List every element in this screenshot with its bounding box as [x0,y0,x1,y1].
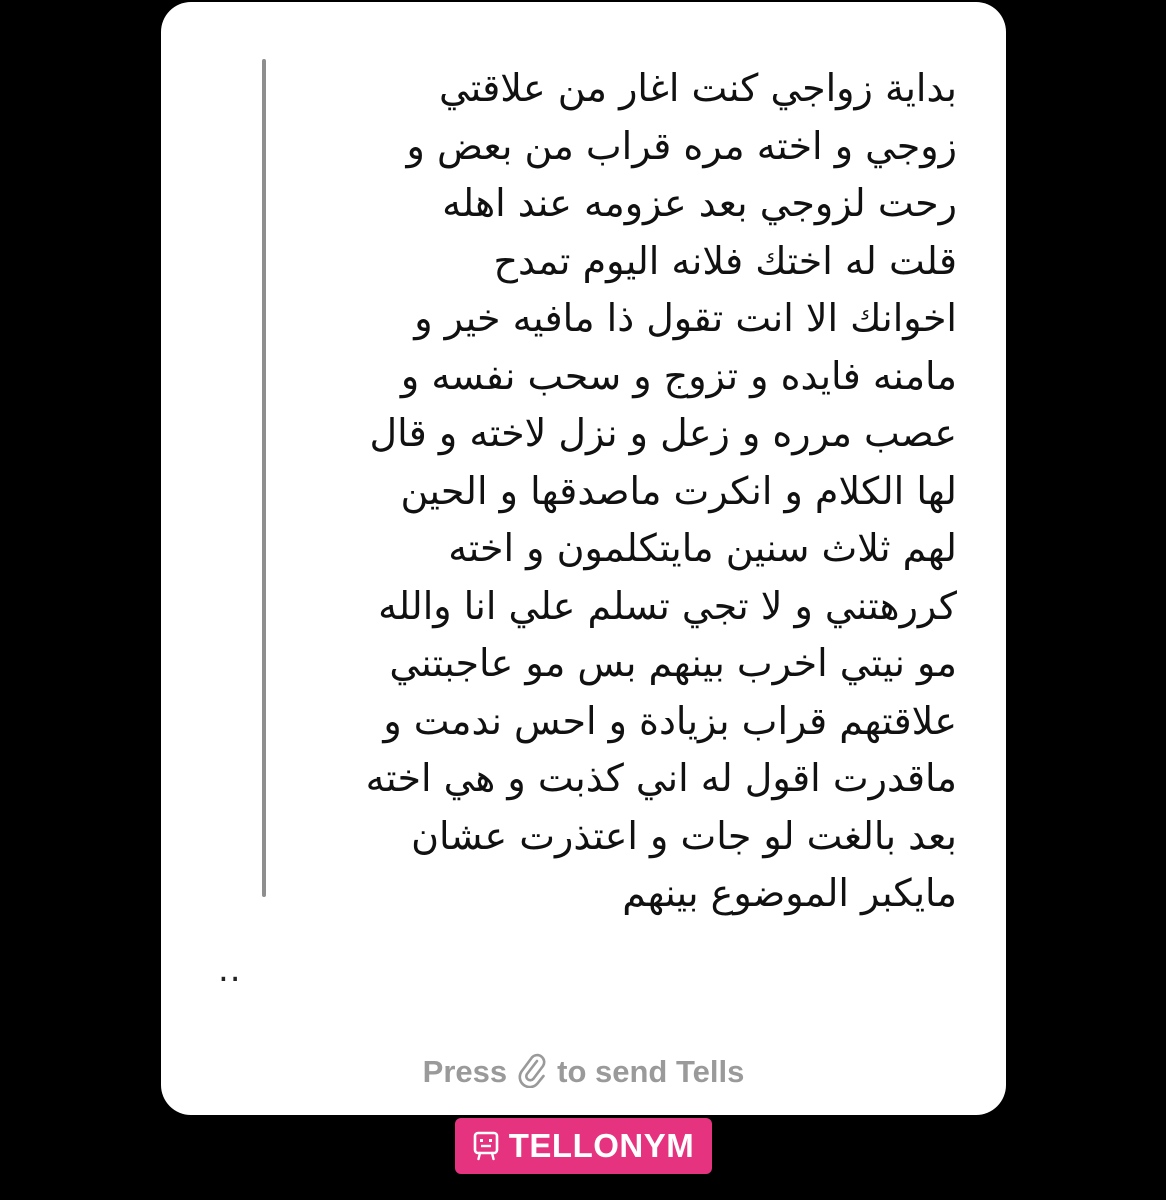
message-line: مامنه فايده و تزوج و سحب نفسه و [400,353,957,398]
quote-bar [262,59,266,897]
message-line: اخوانك الا انت تقول ذا مافيه خير و [414,296,957,340]
trailing-dots: .. [218,950,242,990]
message-line: ماقدرت اقول له اني كذبت و هي اخته [365,756,957,800]
message-line: مو نيتي اخرب بينهم بس مو عاجبتني [389,641,957,685]
message-line: لها الكلام و انكرت ماصدقها و الحين [400,468,957,513]
message-line: مايكبر الموضوع بينهم [622,871,957,915]
paperclip-icon[interactable] [517,1052,547,1096]
send-tells-hint[interactable] [161,1052,1006,1096]
send-hint-prefix: Press [422,1054,508,1090]
tellonym-logo-icon [473,1131,499,1161]
message-line: زوجي و اخته مره قراب من بعض و [406,123,957,168]
tellonym-badge [455,1118,712,1174]
message-line: بداية زواجي كنت اغار من علاقتي [438,66,957,110]
message-line: بعد بالغت لو جات و اعتذرت عشان [411,813,957,858]
message-line: كررهتني و لا تجي تسلم علي انا والله [378,583,957,628]
send-hint-suffix: to send Tells [557,1054,745,1090]
tell-card [161,2,1006,1115]
message-text [297,60,957,923]
message-line: قلت له اختك فلانه اليوم تمدح [493,238,957,283]
brand-name: TELLONYM [508,1127,695,1164]
message-line: رحت لزوجي بعد عزومه عند اهله [442,181,957,225]
message-line: لهم ثلاث سنين مايتكلمون و اخته [448,526,957,570]
message-line: علاقتهم قراب بزيادة و احس ندمت و [383,698,957,743]
message-line: عصب مرره و زعل و نزل لاخته و قال [369,411,957,455]
